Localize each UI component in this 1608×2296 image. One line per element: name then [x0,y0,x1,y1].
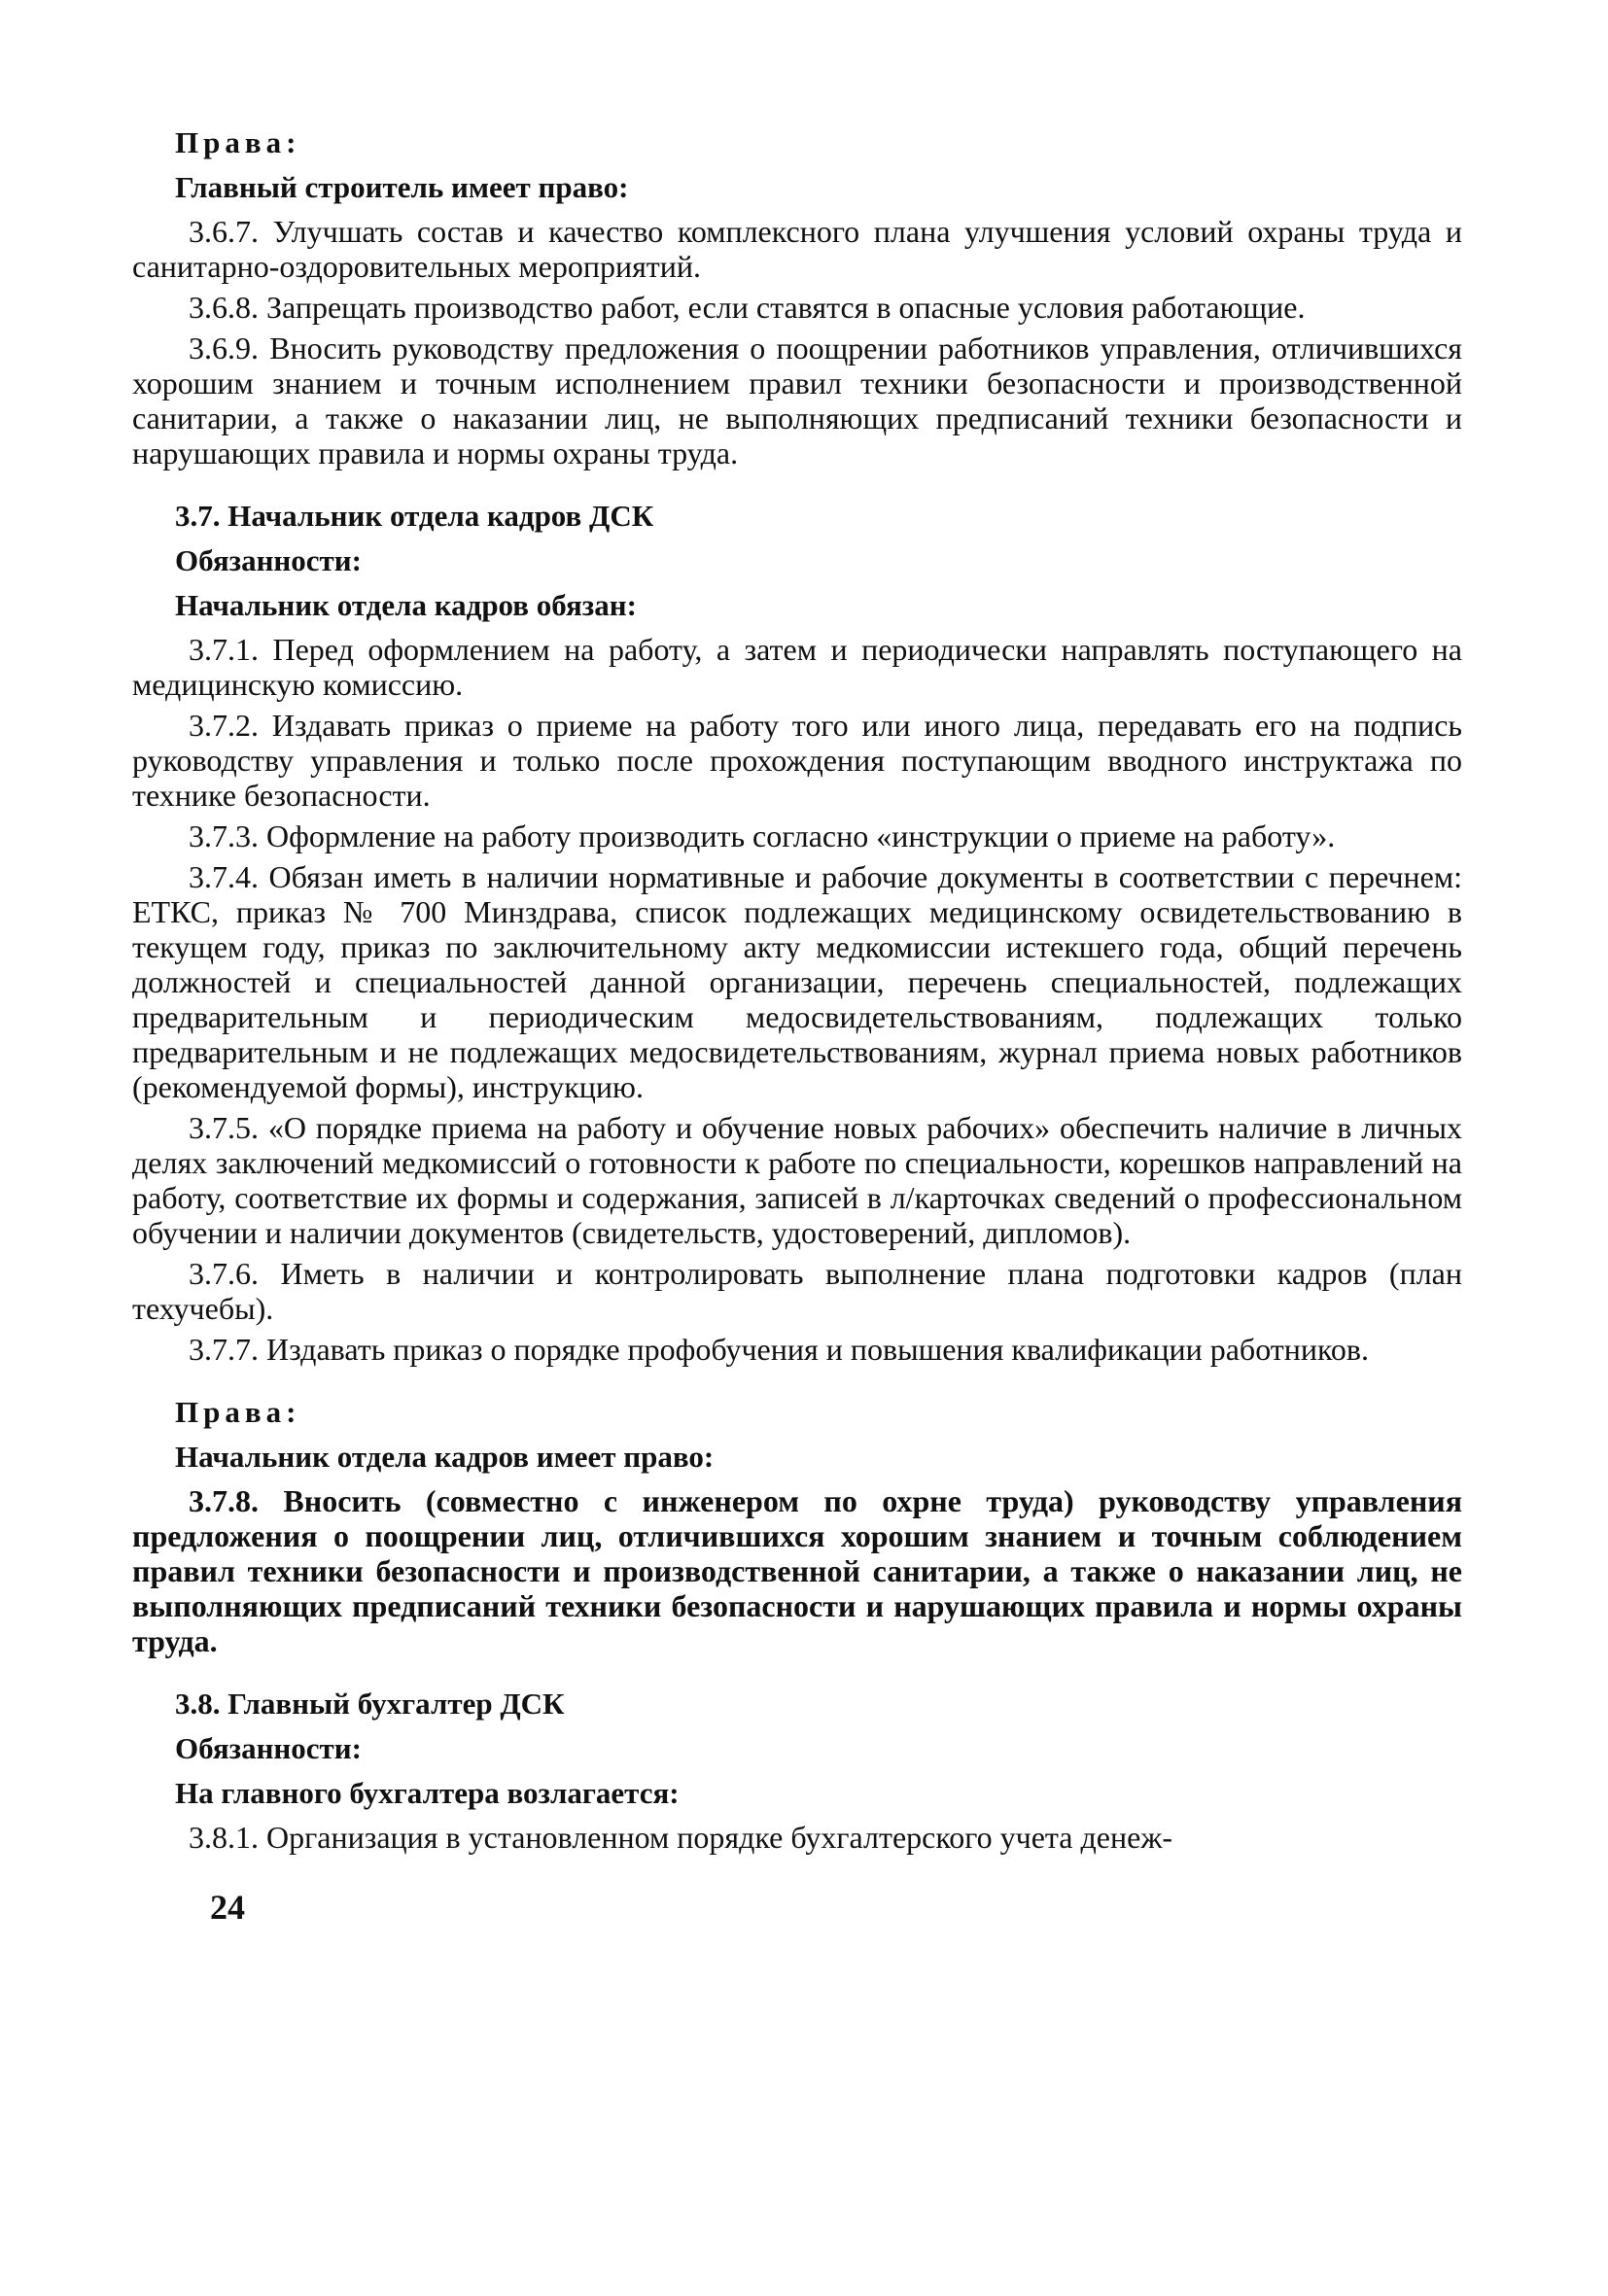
clause-3-6-9: 3.6.9. Вносить руководству предложения о поощрении работников управления, отличившихся хорошим знанием и точным исполнением правил техники безопасности и производственной санитарии, а также о наказании лиц, не выполняющих предписаний техники безопасности и нарушающих правила и нормы охраны труда. [132,330,1462,470]
clause-3-7-6: 3.7.6. Иметь в наличии и контролировать выполнение плана подготовки кадров (план техучебы). [132,1256,1462,1326]
duties-heading: Обязанности: [175,543,362,577]
duties-heading-2: Обязанности: [175,1731,362,1765]
section-3-8-title: 3.8. Главный бухгалтер ДСК [175,1687,565,1721]
clause-3-6-8: 3.6.8. Запрещать производство работ, если ставятся в опасные условия работающие. [189,290,1306,325]
clause-3-7-2: 3.7.2. Издавать приказ о приеме на работу того или иного лица, передавать его на подпись руководству управления и только после прохождения поступающим вводного инструктажа по технике безопасности. [132,708,1462,813]
clause-3-8-1: 3.8.1. Организация в установленном порядке бухгалтерского учета денеж- [189,1820,1173,1855]
page-number: 24 [210,1888,245,1927]
duties-subheading-2: На главного бухгалтера возлагается: [175,1776,680,1810]
rights-subheading: Главный строитель имеет право: [175,170,629,204]
clause-3-7-5: 3.7.5. «О порядке приема на работу и обучение новых рабочих» обеспечить наличие в личных делях заключений медкомиссий о готовности к работе по специальности, корешков направлений на работу, соответствие их формы и содержания, записей в л/карточках сведений о профессиональном обучении и наличии документов (свидетельств, удостоверений, дипломов). [132,1110,1462,1250]
rights-subheading-2: Начальник отдела кадров имеет право: [175,1440,715,1474]
clause-3-7-3: 3.7.3. Оформление на работу производить согласно «инструкции о приеме на работу». [189,818,1336,853]
clause-3-7-7: 3.7.7. Издавать приказ о порядке профобучения и повышения квалификации работников. [189,1332,1370,1367]
clause-3-7-1: 3.7.1. Перед оформлением на работу, а затем и периодически направлять поступающего на медицинскую комиссию. [132,632,1462,702]
clause-3-7-8: 3.7.8. Вносить (совместно с инженером по охрне труда) руководству управления предложения о поощрении лиц, отличившихся хорошим знанием и точным соблюдением правил техники безопасности и производственной санитарии, а также о наказании лиц, не выполняющих предписаний техники безопасности и нарушающих правила и нормы охраны труда. [132,1483,1462,1658]
clause-3-7-4: 3.7.4. Обязан иметь в наличии нормативные и рабочие документы в соответствии с перечнем: ЕТКС, приказ № 700 Минздрава, список подлежащих медицинскому освидетельствованию в текущем году, приказ по заключительному акту медкомиссии истекшего года, общий перечень должностей и специальностей данной организации, перечень специальностей, подлежащих предварительным и периодическим медосвидетельствованиям, подлежащих только предварительным и не подлежащих медосвидетельствованиям, журнал приема новых работников (рекомендуемой формы), инструкцию. [132,859,1462,1104]
duties-subheading: Начальник отдела кадров обязан: [175,588,637,622]
rights-heading-2: Права: [175,1395,301,1429]
rights-heading: Права: [175,125,301,159]
clause-3-6-7: 3.6.7. Улучшать состав и качество комплексного плана улучшения условий охраны труда и санитарно-оздоровительных мероприятий. [132,214,1462,284]
section-3-7-title: 3.7. Начальник отдела кадров ДСК [175,499,654,533]
